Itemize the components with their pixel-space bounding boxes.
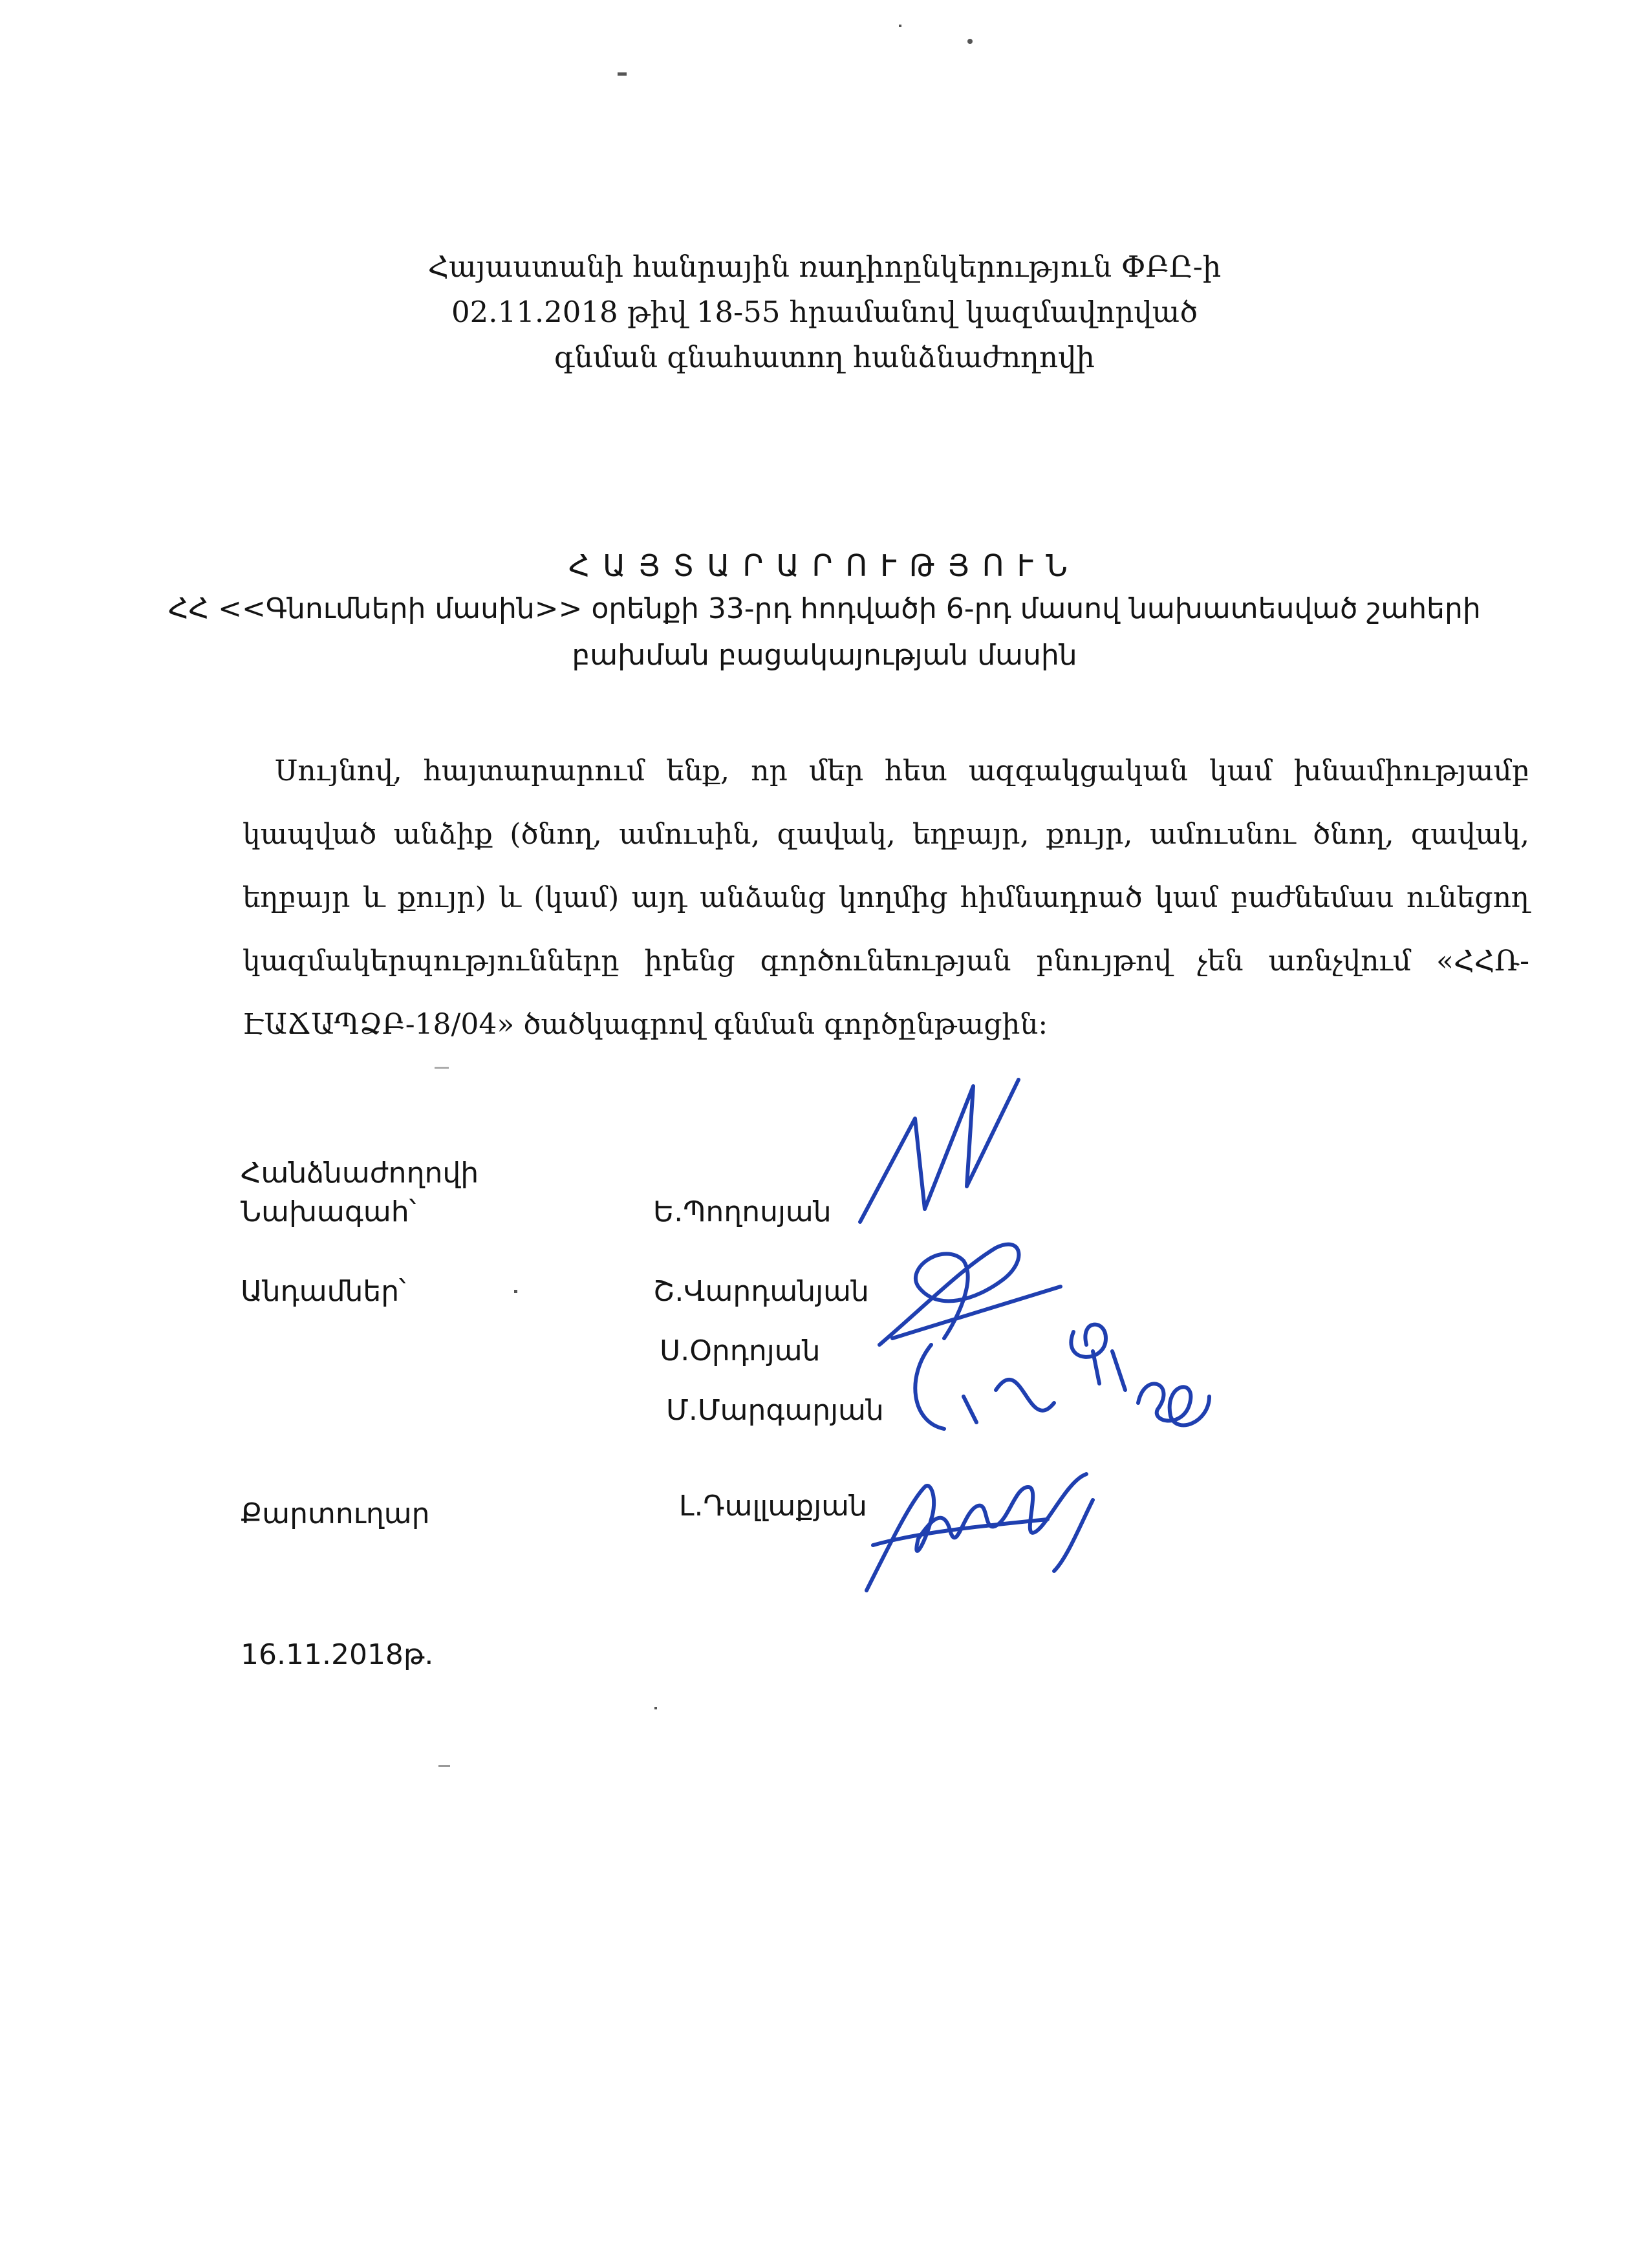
subtitle-line-2: բախման բացակայության մասին <box>572 639 1077 672</box>
member-signature <box>892 1293 1229 1461</box>
body-line: կազմակերպությունները իրենց գործունեության բնույթով չեն առնչվում «ՀՀՌ- <box>242 945 1529 978</box>
issuer-header <box>0 244 1649 380</box>
body-line: Սույնով, հայտարարում ենք, որ մեր հետ ազգակցական կամ խնամիությամբ <box>275 754 1529 787</box>
declaration-body <box>242 740 1529 1056</box>
scan-speck <box>514 1290 517 1293</box>
member-name: Ս.Օրդոյան <box>660 1334 821 1367</box>
body-line: կապված անձիք (ծնող, ամուսին, զավակ, եղբայր, քույր, ամուսնու ծնող, զավակ, <box>242 818 1529 851</box>
member-name: Շ.Վարդանյան <box>653 1275 869 1308</box>
chair-label-line-2: Նախագահ՝ <box>241 1195 416 1228</box>
secretary-label: Քարտուղար <box>241 1497 430 1530</box>
chair-name: Ե.Պողոսյան <box>653 1195 832 1228</box>
scan-speck <box>967 39 973 44</box>
secretary-signature <box>854 1461 1099 1610</box>
secretary-name: Լ.Դալլաքյան <box>679 1490 867 1523</box>
members-label: Անդամներ՝ <box>241 1275 406 1308</box>
scan-speck <box>899 25 901 27</box>
scan-speck <box>438 1765 450 1767</box>
header-line-3: գնման գնահատող հանձնաժողովի <box>554 340 1095 374</box>
scan-speck <box>654 1707 657 1709</box>
document-title: ՀԱՅՏԱՐԱՐՈՒԹՅՈՒՆ <box>568 548 1081 583</box>
scan-speck <box>618 72 627 76</box>
document-subtitle <box>0 586 1649 679</box>
body-line: ԷԱՃԱՊՁԲ-18/04» ծածկագրով գնման գործընթացին: <box>242 1008 1048 1041</box>
chair-label <box>241 1154 479 1232</box>
document-date: 16.11.2018թ. <box>241 1638 434 1671</box>
scan-speck <box>435 1067 449 1069</box>
member-name: Մ.Մարգարյան <box>666 1394 884 1427</box>
body-line: եղբայր և քույր) և (կամ) այդ անձանց կողմից հիմնադրած կամ բաժնեմաս ունեցող <box>242 881 1529 914</box>
subtitle-line-1: ՀՀ <<Գնումների մասին>> օրենքի 33-րդ հոդվածի 6-րդ մասով նախատեսված շահերի <box>168 592 1481 625</box>
chair-label-line-1: Հանձնաժողովի <box>241 1157 479 1190</box>
header-line-2: 02.11.2018 թիվ 18-55 հրամանով կազմավորված <box>451 295 1198 329</box>
header-line-1: Հայաստանի հանրային ռադիոընկերություն ՓԲԸ-ի <box>427 250 1222 284</box>
